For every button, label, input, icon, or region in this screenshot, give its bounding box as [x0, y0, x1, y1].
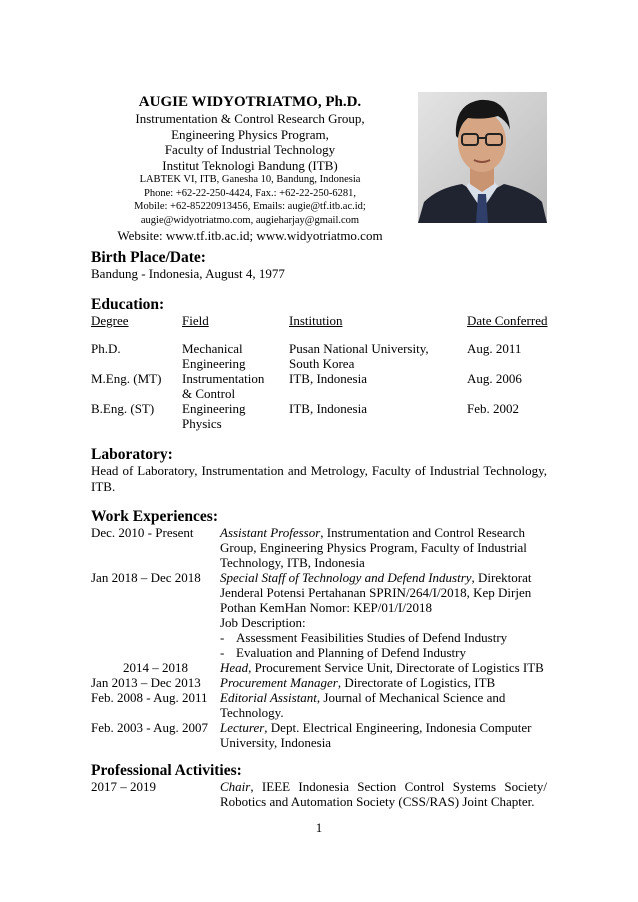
- bullet-item: - Assessment Feasibilities Studies of Defend Industry: [220, 630, 508, 645]
- email-line: augie@widyotriatmo.com, augieharjay@gmail.com: [140, 214, 360, 226]
- date-cell: Aug. 2011: [467, 341, 522, 356]
- work-detail: , Instrumentation and Control Research Group, Engineering Physics Program, Faculty of Industrial Technology, ITB, Indonesia: [220, 525, 527, 570]
- activity-detail: , IEEE Indonesia Section Control Systems Society/ Robotics and Automation Society (CSS/RAS) Joint Chapter.: [220, 779, 547, 809]
- website-line: Website: www.tf.itb.ac.id; www.widyotriatmo.com: [117, 228, 383, 243]
- work-role: Lecturer: [220, 720, 265, 735]
- professional-list: [91, 779, 547, 809]
- date-cell: Feb. 2002: [467, 401, 519, 416]
- professional-heading: Professional Activities:: [91, 762, 242, 779]
- field-cell: Engineering Physics: [182, 401, 246, 431]
- page-number: 1: [315, 820, 323, 835]
- work-list: [91, 525, 547, 750]
- work-date: Jan 2013 – Dec 2013: [91, 675, 201, 690]
- profile-photo: [418, 92, 547, 223]
- affiliation-line: Faculty of Industrial Technology: [164, 142, 336, 157]
- affiliation-line: Engineering Physics Program,: [171, 126, 329, 142]
- education-table: [91, 313, 547, 431]
- work-item: [91, 570, 547, 660]
- column-header-date: Date Conferred: [467, 313, 548, 328]
- field-cell: Instrumentation & Control: [182, 371, 265, 401]
- field-cell: Mechanical Engineering: [182, 341, 246, 371]
- work-date: Feb. 2003 - Aug. 2007: [91, 720, 208, 735]
- institution-cell: ITB, Indonesia: [289, 371, 367, 386]
- institution-cell: ITB, Indonesia: [289, 401, 367, 416]
- degree-cell: M.Eng. (MT): [91, 371, 162, 386]
- laboratory-heading: Laboratory:: [91, 446, 173, 463]
- degree-cell: Ph.D.: [91, 341, 121, 356]
- affiliation-line: Institut Teknologi Bandung (ITB): [162, 157, 338, 173]
- degree-cell: B.Eng. (ST): [91, 401, 155, 416]
- education-row: [91, 371, 547, 401]
- affiliation-line: Instrumentation & Control Research Group,: [135, 111, 365, 126]
- work-item: [91, 660, 547, 675]
- phone-line: Phone: +62-22-250-4424, Fax.: +62-22-250-6281,: [144, 187, 356, 199]
- work-detail: , Procurement Service Unit, Directorate of Logistics ITB: [248, 660, 544, 675]
- work-role: Assistant Professor: [220, 525, 321, 540]
- mobile-email-line: Mobile: +62-85220913456, Emails: augie@tf.itb.ac.id;: [134, 201, 366, 212]
- activity-description: [220, 779, 547, 809]
- laboratory-text: Head of Laboratory, Instrumentation and Metrology, Faculty of Industrial Technology, ITB.: [91, 463, 547, 494]
- professional-item: [91, 779, 547, 809]
- activity-role: Chair: [220, 779, 251, 794]
- work-item: [91, 690, 547, 720]
- work-date: 2014 – 2018: [123, 660, 188, 675]
- person-name: AUGIE WIDYOTRIATMO, Ph.D.: [138, 94, 362, 110]
- work-role: Editorial Assistant: [220, 690, 317, 705]
- work-date: Dec. 2010 - Present: [91, 525, 194, 540]
- column-header-field: Field: [182, 313, 209, 328]
- bullet-item: - Evaluation and Planning of Defend Industry: [220, 645, 466, 660]
- birth-text: Bandung - Indonesia, August 4, 1977: [91, 266, 285, 281]
- work-item: [91, 720, 547, 750]
- work-detail: , Direktorat Jenderal Potensi Pertahanan SPRIN/264/I/2018, Kep Dirjen Pothan KemHan Nomor: KEP/01/I/2018: [220, 570, 532, 615]
- education-header-row: [91, 313, 547, 341]
- work-date: Feb. 2008 - Aug. 2011: [91, 690, 208, 705]
- column-header-institution: Institution: [289, 313, 343, 328]
- work-description: [220, 675, 547, 690]
- work-heading: Work Experiences:: [91, 508, 218, 525]
- education-row: [91, 401, 547, 431]
- column-header-degree: Degree: [91, 313, 129, 328]
- work-detail: , Dept. Electrical Engineering, Indonesia Computer University, Indonesia: [220, 720, 532, 750]
- work-description: [220, 720, 547, 750]
- work-detail: , Directorate of Logistics, ITB: [337, 675, 496, 690]
- work-description: [220, 570, 547, 660]
- activity-date: 2017 – 2019: [91, 779, 156, 794]
- work-description: [220, 660, 547, 675]
- work-item: [91, 675, 547, 690]
- education-heading: Education:: [91, 296, 165, 313]
- work-role: Special Staff of Technology and Defend Industry: [220, 570, 472, 585]
- cv-header: [92, 94, 408, 244]
- birth-heading: Birth Place/Date:: [91, 249, 206, 266]
- institution-cell: Pusan National University, South Korea: [289, 341, 429, 371]
- job-description-label: Job Description:: [220, 615, 306, 630]
- address-line: LABTEK VI, ITB, Ganesha 10, Bandung, Indonesia: [139, 174, 361, 185]
- work-description: [220, 690, 547, 720]
- date-cell: Aug. 2006: [467, 371, 522, 386]
- education-row: [91, 341, 547, 371]
- work-role: Head: [220, 660, 249, 675]
- work-description: [220, 525, 547, 570]
- work-date: Jan 2018 – Dec 2018: [91, 570, 201, 585]
- work-role: Procurement Manager: [220, 675, 338, 690]
- work-item: [91, 525, 547, 570]
- work-detail: , Journal of Mechanical Science and Technology.: [220, 690, 506, 720]
